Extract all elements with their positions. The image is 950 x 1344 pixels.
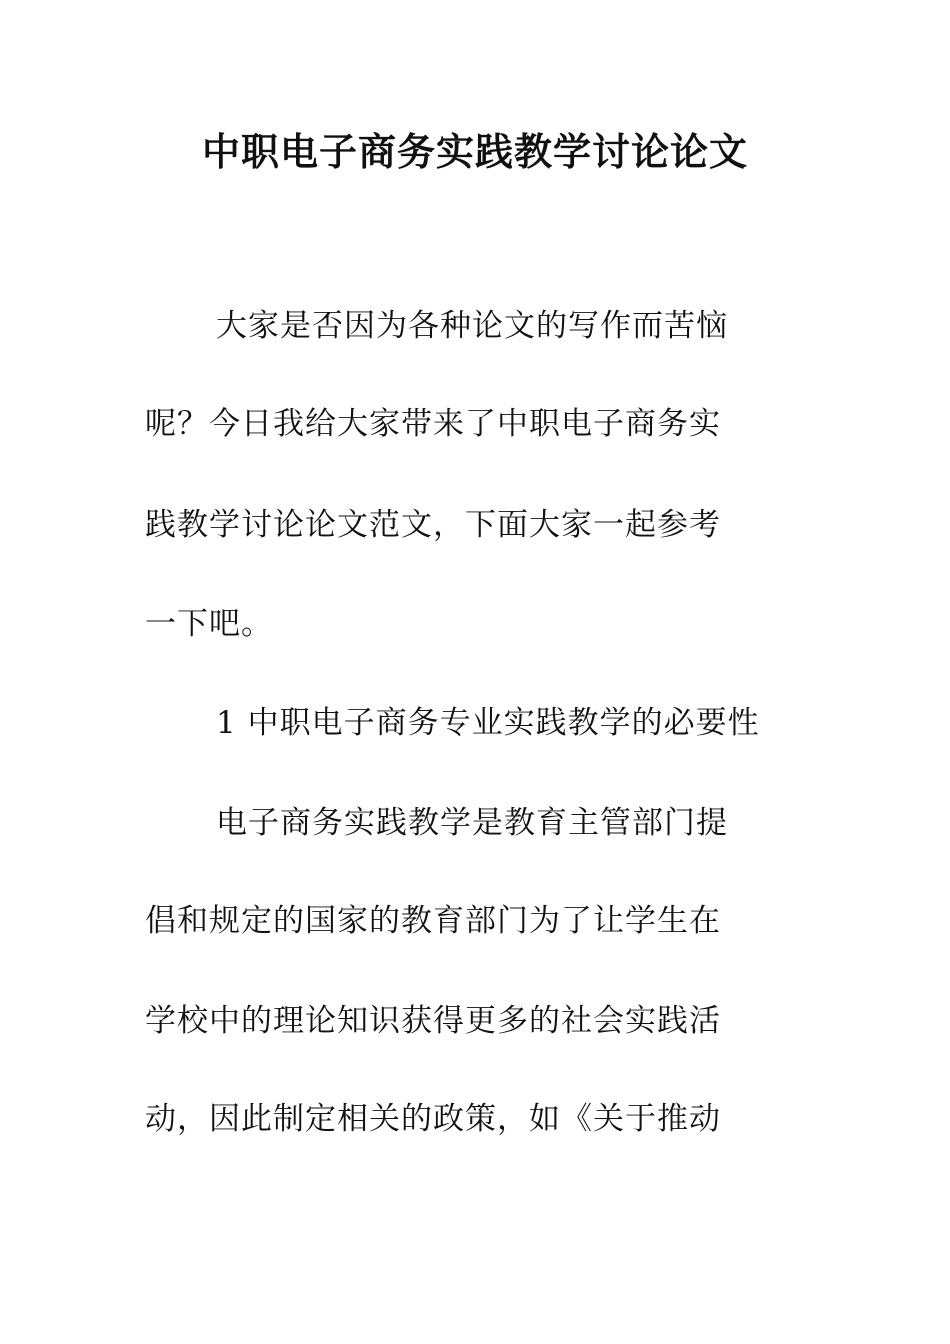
section-heading: 1 中职电子商务专业实践教学的必要性 (216, 705, 760, 741)
paragraph-line: 倡和规定的国家的教育部门为了让学生在 (145, 903, 721, 939)
document-title: 中职电子商务实践教学讨论论文 (201, 130, 748, 174)
paragraph-line: 电子商务实践教学是教育主管部门提 (216, 805, 728, 841)
paragraph-line: 践教学讨论论文范文，下面大家一起参考 (145, 507, 721, 543)
paragraph-line: 学校中的理论知识获得更多的社会实践活 (145, 1003, 721, 1039)
paragraph-line: 动，因此制定相关的政策，如《关于推动 (145, 1101, 721, 1137)
paragraph-line: 一下吧。 (145, 606, 273, 642)
paragraph-line: 呢？今日我给大家带来了中职电子商务实 (145, 406, 721, 442)
paragraph-line: 大家是否因为各种论文的写作而苦恼 (216, 308, 728, 344)
